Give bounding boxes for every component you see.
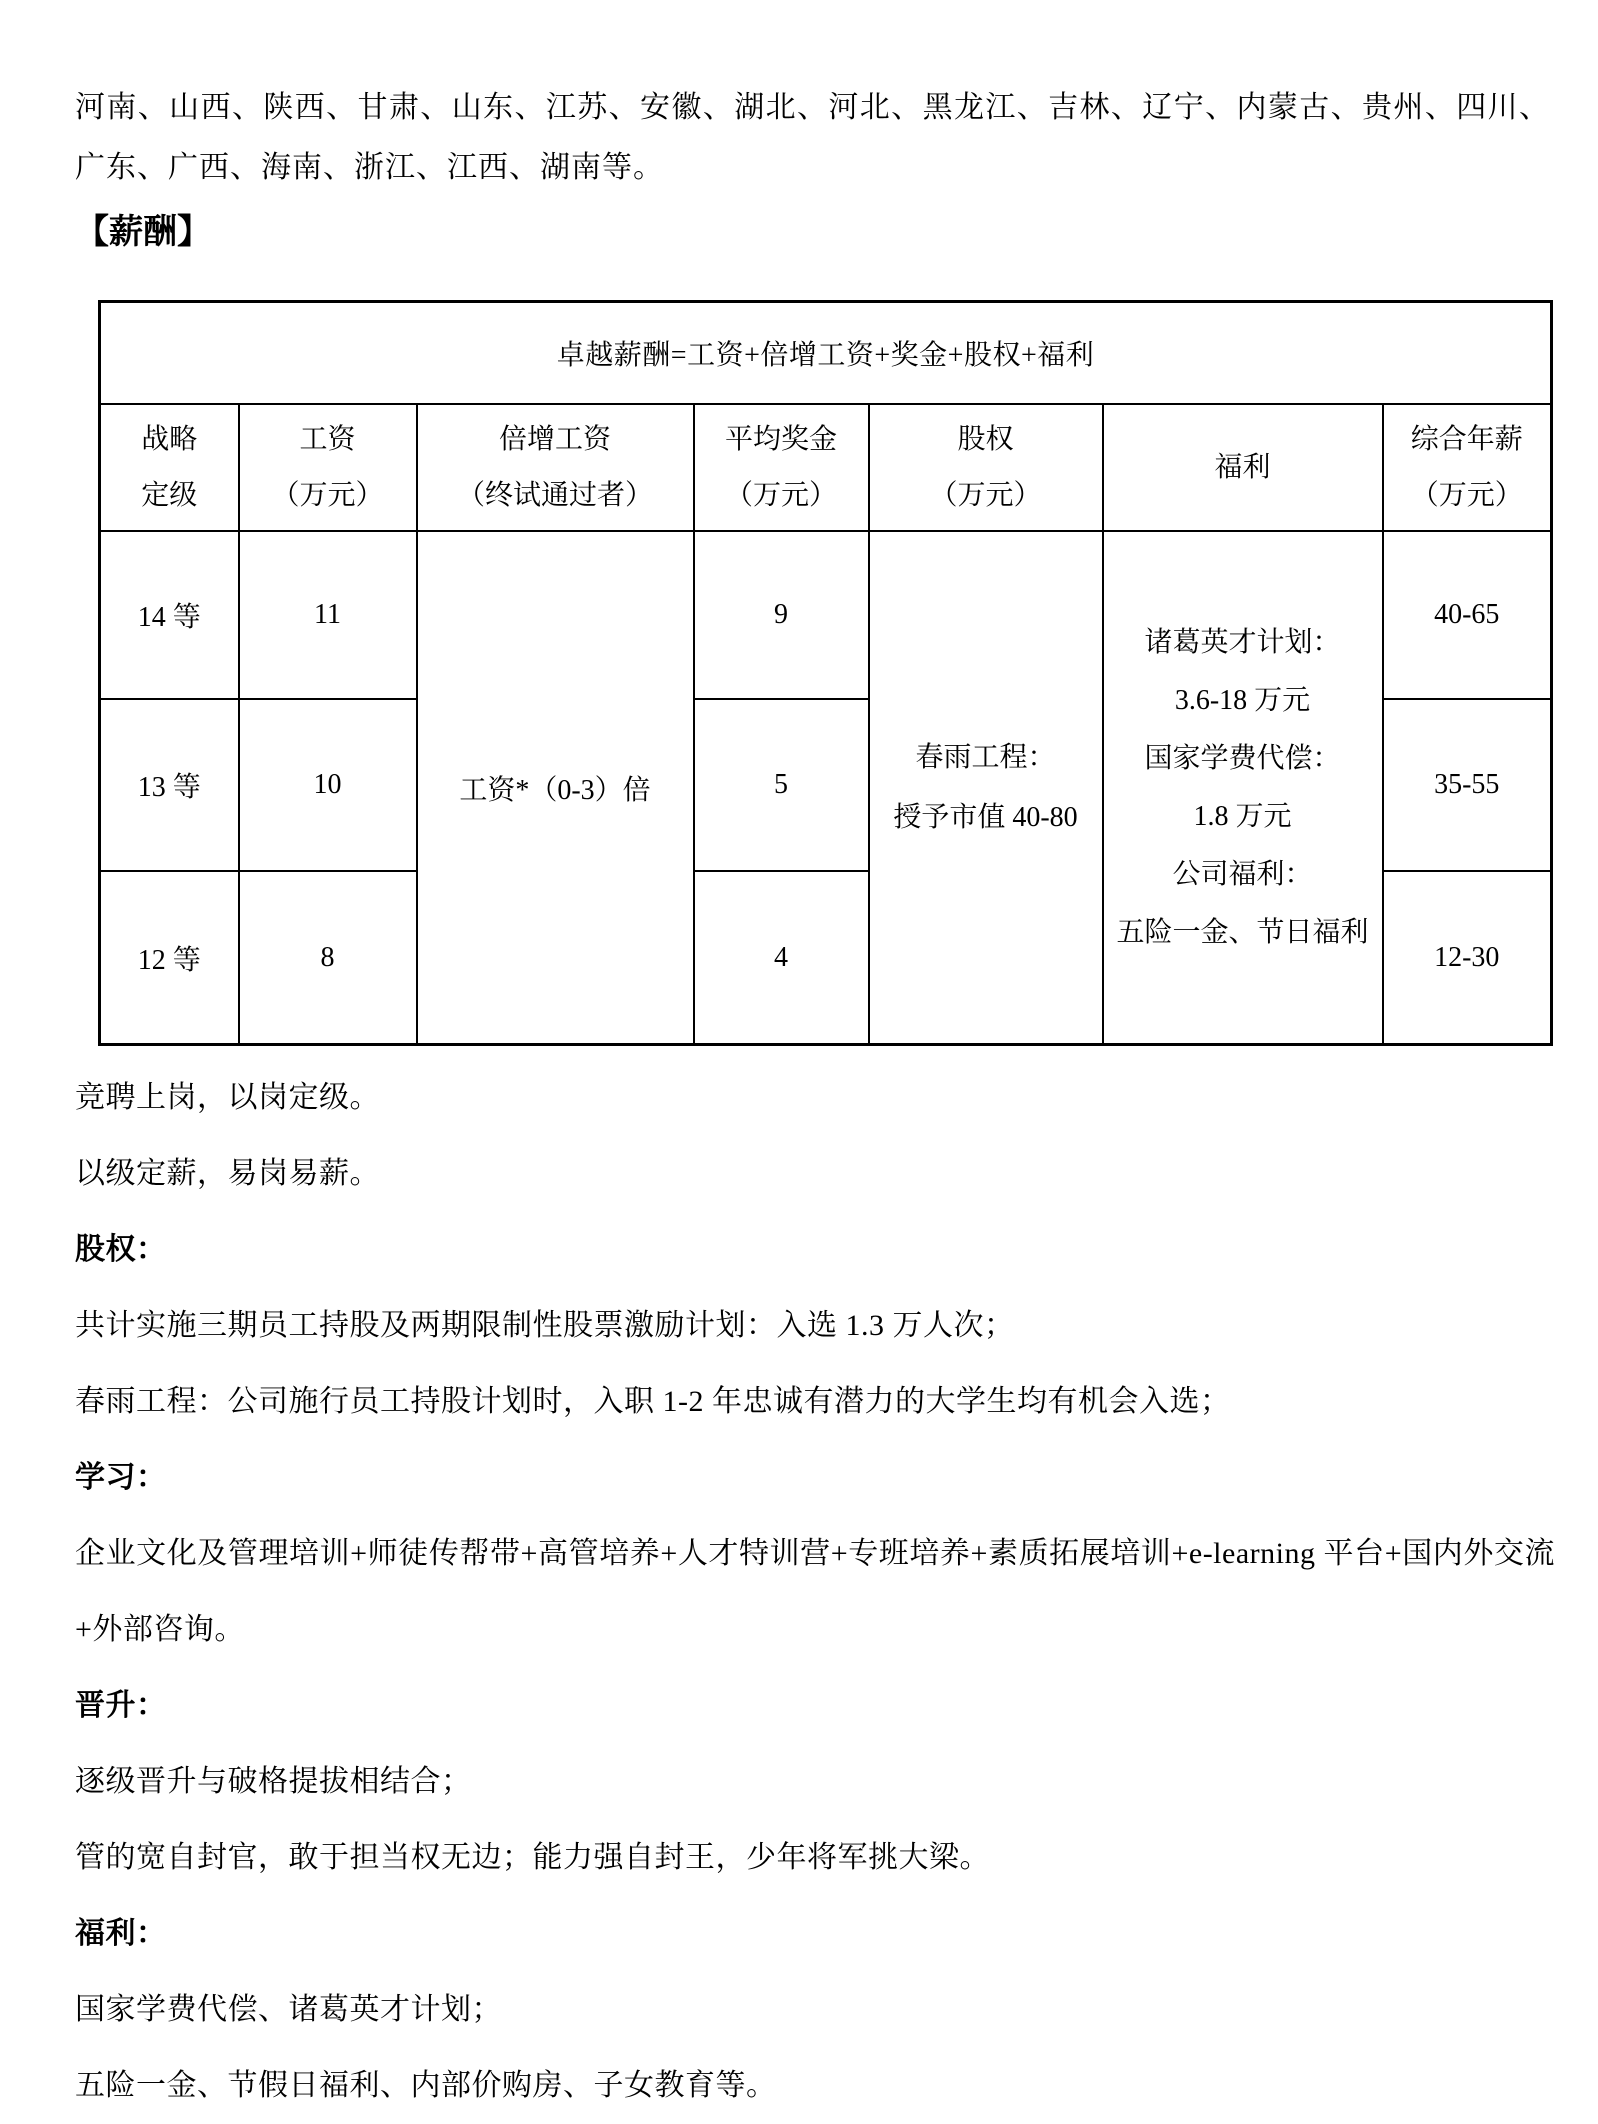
salary-section-heading: 【薪酬】	[75, 214, 211, 251]
paragraph-competition: 竞聘上岗，以岗定级。	[75, 1081, 380, 1114]
header-level	[100, 404, 239, 531]
cell-level-12: 12 等	[100, 871, 239, 1045]
label-equity: 股权：	[75, 1233, 167, 1266]
label-promotion: 晋升：	[75, 1689, 167, 1722]
cell-total-12: 12-30	[1383, 871, 1552, 1045]
header-salary-line2: （万元）	[271, 479, 384, 511]
paragraph-spring-rain: 春雨工程：公司施行员工持股计划时，入职 1-2 年忠诚有潜力的大学生均有机会入选；	[75, 1385, 1231, 1418]
equity-line-2: 授予市值 40-80	[893, 801, 1078, 833]
paragraph-training: 企业文化及管理培训+师徒传帮带+高管培养+人才特训营+专班培养+素质拓展培训+e-learning 平台+国内外交流+外部咨询。	[75, 1537, 1555, 1646]
salary-table	[98, 300, 1553, 1046]
cell-equity-merged	[869, 531, 1103, 1045]
table-title: 卓越薪酬=工资+倍增工资+奖金+股权+福利	[100, 302, 1552, 405]
header-equity	[869, 404, 1103, 531]
header-multiplied-line2: （终试通过者）	[456, 479, 653, 511]
header-multiplied-line1: 倍增工资	[498, 423, 611, 455]
cell-multiplied-merged: 工资*（0-3）倍	[417, 531, 694, 1045]
table-header-row	[100, 404, 1552, 531]
header-equity-line1: 股权	[957, 423, 1014, 455]
welfare-line-2: 3.6-18 万元	[1174, 684, 1311, 716]
header-level-line2: 定级	[141, 479, 198, 511]
cell-total-13: 35-55	[1383, 699, 1552, 871]
paragraph-welfare-plans: 国家学费代偿、诸葛英才计划；	[75, 1993, 502, 2026]
header-total-line2: （万元）	[1410, 479, 1523, 511]
cell-level-13: 13 等	[100, 699, 239, 871]
cell-salary-14: 11	[239, 531, 417, 699]
paragraph-promotion-slogan: 管的宽自封官，敢于担当权无边；能力强自封王，少年将军挑大梁。	[75, 1841, 990, 1874]
header-bonus-line1: 平均奖金	[724, 423, 837, 455]
cell-level-14: 14 等	[100, 531, 239, 699]
cell-welfare-merged	[1103, 531, 1383, 1045]
header-bonus-line2: （万元）	[724, 479, 837, 511]
equity-line-1: 春雨工程：	[915, 741, 1056, 773]
cell-bonus-14: 9	[694, 531, 869, 699]
welfare-line-6: 五险一金、节日福利	[1116, 916, 1369, 948]
header-salary-line1: 工资	[299, 423, 356, 455]
paragraph-grading: 以级定薪，易岗易薪。	[75, 1157, 380, 1190]
header-total-salary	[1383, 404, 1552, 531]
header-welfare	[1103, 404, 1383, 531]
provinces-paragraph: 河南、山西、陕西、甘肃、山东、江苏、安徽、湖北、河北、黑龙江、吉林、辽宁、内蒙古、贵州、四川、广东、广西、海南、浙江、江西、湖南等。	[75, 91, 1550, 184]
header-total-line1: 综合年薪	[1410, 423, 1523, 455]
cell-bonus-12: 4	[694, 871, 869, 1045]
label-learning: 学习：	[75, 1461, 167, 1494]
header-bonus	[694, 404, 869, 531]
header-welfare-line1: 福利	[1214, 451, 1271, 483]
paragraph-welfare-benefits: 五险一金、节假日福利、内部价购房、子女教育等。	[75, 2069, 777, 2102]
welfare-line-3: 国家学费代偿：	[1144, 742, 1341, 774]
table-title-row	[100, 302, 1552, 405]
header-equity-line2: （万元）	[929, 479, 1042, 511]
table-row-14	[100, 531, 1552, 699]
cell-total-14: 40-65	[1383, 531, 1552, 699]
body-paragraphs	[75, 1060, 1555, 2124]
welfare-line-5: 公司福利：	[1172, 858, 1313, 890]
cell-salary-13: 10	[239, 699, 417, 871]
welfare-line-4: 1.8 万元	[1193, 800, 1292, 832]
header-multiplied-salary	[417, 404, 694, 531]
paragraph-promotion-path: 逐级晋升与破格提拔相结合；	[75, 1765, 472, 1798]
paragraph-stock-plan: 共计实施三期员工持股及两期限制性股票激励计划：入选 1.3 万人次；	[75, 1309, 1015, 1342]
cell-bonus-13: 5	[694, 699, 869, 871]
header-level-line1: 战略	[141, 423, 198, 455]
header-salary	[239, 404, 417, 531]
welfare-line-1: 诸葛英才计划：	[1144, 626, 1341, 658]
label-welfare: 福利：	[75, 1917, 167, 1950]
cell-salary-12: 8	[239, 871, 417, 1045]
